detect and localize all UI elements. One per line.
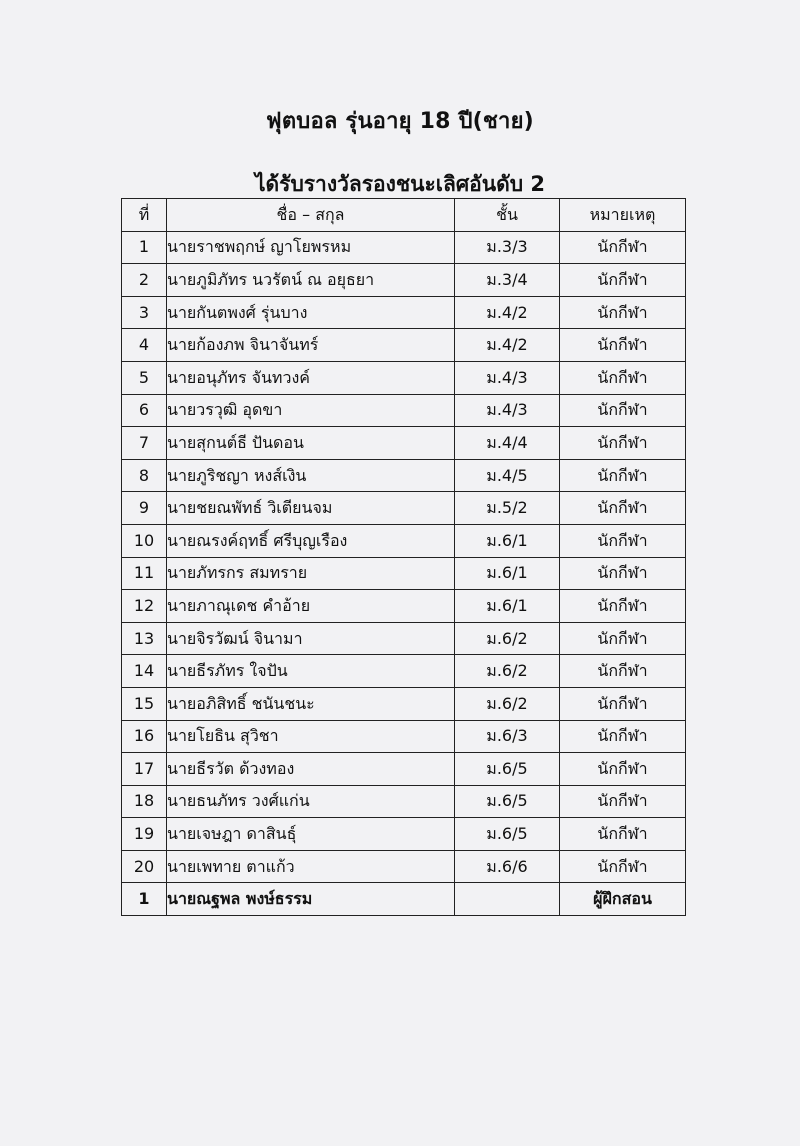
row-number: 2 [122,264,167,297]
coach-row [122,883,686,916]
row-number: 20 [122,850,167,883]
row-class: ม.6/1 [455,557,560,590]
table-header-row [122,199,686,232]
row-note: นักกีฬา [560,687,686,720]
row-class: ม.4/2 [455,296,560,329]
row-class: ม.4/4 [455,427,560,460]
row-note: นักกีฬา [560,655,686,688]
row-name: นายภูริชญา หงส์เงิน [167,459,455,492]
coach-class [455,883,560,916]
row-note: นักกีฬา [560,329,686,362]
coach-name: นายณฐพล พงษ์ธรรม [167,883,455,916]
row-note: นักกีฬา [560,818,686,851]
table-row [122,329,686,362]
row-note: นักกีฬา [560,264,686,297]
row-class: ม.6/1 [455,524,560,557]
row-note: นักกีฬา [560,590,686,623]
row-note: นักกีฬา [560,459,686,492]
row-note: นักกีฬา [560,524,686,557]
row-note: นักกีฬา [560,296,686,329]
row-name: นายภัทรกร สมทราย [167,557,455,590]
header-name: ชื่อ – สกุล [167,199,455,232]
row-note: นักกีฬา [560,785,686,818]
row-name: นายธีรภัทร ใจปัน [167,655,455,688]
table-row [122,427,686,460]
document-title: ฟุตบอล รุ่นอายุ 18 ปี(ชาย) [266,109,534,134]
table-row [122,557,686,590]
row-note: นักกีฬา [560,622,686,655]
row-class: ม.6/5 [455,753,560,786]
table-row [122,231,686,264]
row-class: ม.5/2 [455,492,560,525]
header-class: ชั้น [455,199,560,232]
row-note: นักกีฬา [560,231,686,264]
row-class: ม.6/1 [455,590,560,623]
row-name: นายอภิสิทธิ์ ชนันชนะ [167,687,455,720]
table-row [122,655,686,688]
row-number: 15 [122,687,167,720]
row-number: 4 [122,329,167,362]
table-row [122,818,686,851]
row-class: ม.4/5 [455,459,560,492]
table-row [122,361,686,394]
row-class: ม.6/3 [455,720,560,753]
coach-number: 1 [122,883,167,916]
row-number: 7 [122,427,167,460]
table-row [122,296,686,329]
coach-note: ผู้ฝึกสอน [560,883,686,916]
table-row [122,492,686,525]
row-note: นักกีฬา [560,720,686,753]
row-name: นายสุกนต์ธี ปันดอน [167,427,455,460]
table-row [122,753,686,786]
row-name: นายวรวุฒิ อุดขา [167,394,455,427]
row-number: 9 [122,492,167,525]
row-class: ม.4/2 [455,329,560,362]
row-number: 18 [122,785,167,818]
row-number: 14 [122,655,167,688]
row-note: นักกีฬา [560,361,686,394]
row-class: ม.6/2 [455,655,560,688]
table-row [122,687,686,720]
table-row [122,264,686,297]
table-row [122,590,686,623]
row-number: 3 [122,296,167,329]
row-name: นายอนุภัทร จันทวงค์ [167,361,455,394]
row-name: นายจิรวัฒน์ จินามา [167,622,455,655]
row-class: ม.3/4 [455,264,560,297]
row-name: นายธีรวัต ด้วงทอง [167,753,455,786]
table-row [122,785,686,818]
header-note: หมายเหตุ [560,199,686,232]
row-name: นายภาณุเดช คำอ้าย [167,590,455,623]
row-name: นายณรงค์ฤทธิ์ ศรีบุญเรือง [167,524,455,557]
row-note: นักกีฬา [560,753,686,786]
roster-body [122,231,686,915]
row-note: นักกีฬา [560,394,686,427]
roster-table [121,198,686,916]
row-class: ม.6/6 [455,850,560,883]
header-number: ที่ [122,199,167,232]
row-number: 5 [122,361,167,394]
row-name: นายเจษฎา ดาสินธุ์ [167,818,455,851]
row-class: ม.6/5 [455,818,560,851]
row-number: 8 [122,459,167,492]
row-number: 1 [122,231,167,264]
row-note: นักกีฬา [560,557,686,590]
row-name: นายโยธิน สุวิชา [167,720,455,753]
table-row [122,524,686,557]
table-row [122,720,686,753]
table-row [122,622,686,655]
table-row [122,394,686,427]
row-note: นักกีฬา [560,492,686,525]
row-class: ม.4/3 [455,394,560,427]
table-row [122,459,686,492]
row-number: 11 [122,557,167,590]
row-class: ม.6/5 [455,785,560,818]
row-number: 13 [122,622,167,655]
document-subtitle: ได้รับรางวัลรองชนะเลิศอันดับ 2 [254,172,546,196]
table-row [122,850,686,883]
row-class: ม.6/2 [455,687,560,720]
row-note: นักกีฬา [560,850,686,883]
row-number: 10 [122,524,167,557]
row-class: ม.4/3 [455,361,560,394]
row-name: นายภูมิภัทร นวรัตน์ ณ อยุธยา [167,264,455,297]
row-name: นายกันตพงศ์ รุ่นบาง [167,296,455,329]
row-name: นายเพทาย ตาแก้ว [167,850,455,883]
row-number: 16 [122,720,167,753]
row-number: 12 [122,590,167,623]
row-name: นายราชพฤกษ์ ญาโยพรหม [167,231,455,264]
row-class: ม.6/2 [455,622,560,655]
row-name: นายชยณพัทธ์ วิเตียนจม [167,492,455,525]
row-number: 6 [122,394,167,427]
row-class: ม.3/3 [455,231,560,264]
row-number: 17 [122,753,167,786]
row-name: นายก้องภพ จินาจันทร์ [167,329,455,362]
row-note: นักกีฬา [560,427,686,460]
row-number: 19 [122,818,167,851]
row-name: นายธนภัทร วงศ์แก่น [167,785,455,818]
